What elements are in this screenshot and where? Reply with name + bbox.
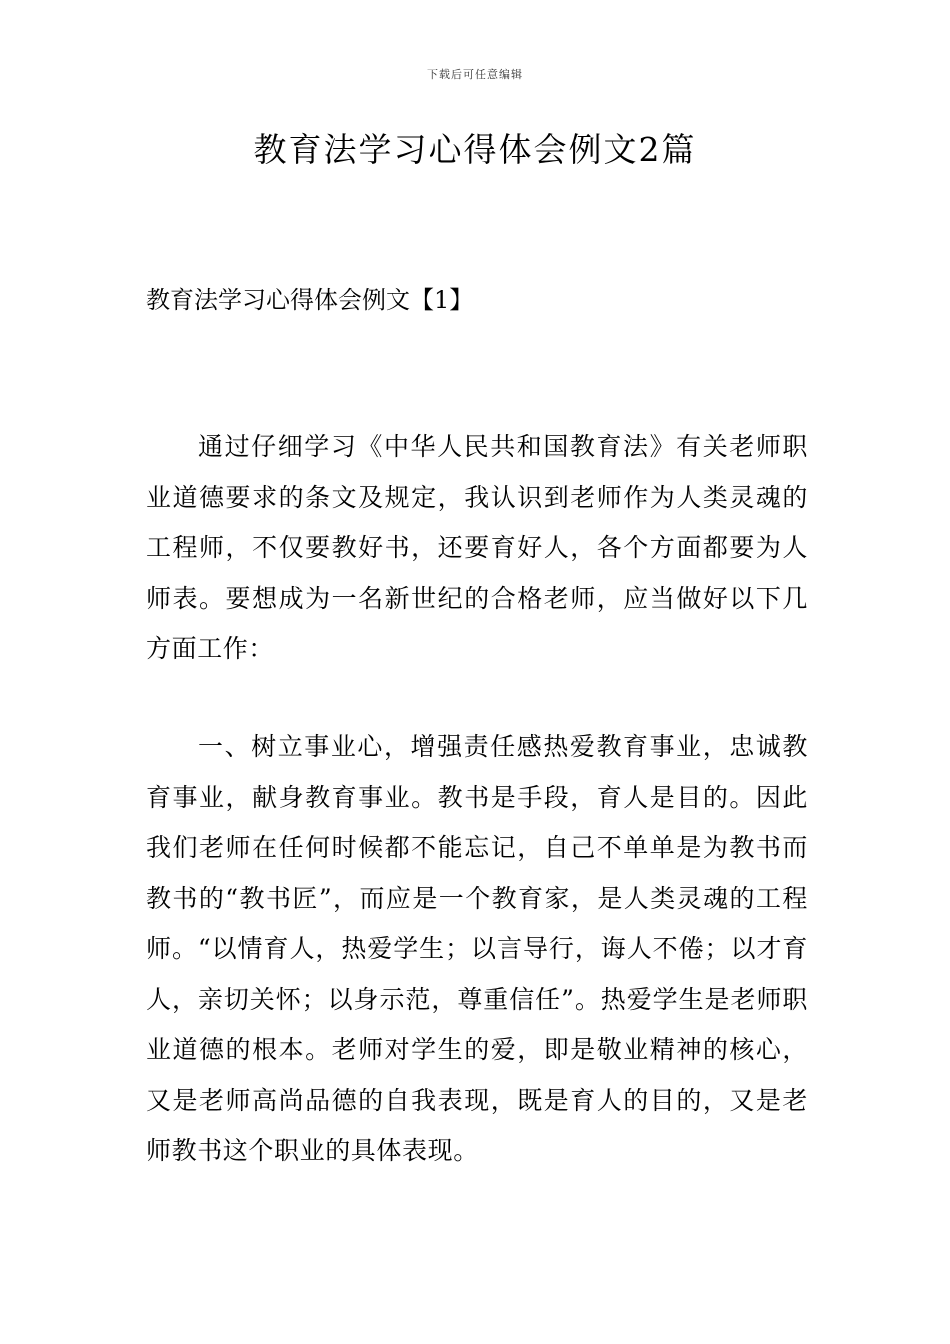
body-paragraph: 通过仔细学习《中华人民共和国教育法》有关老师职业道德要求的条文及规定，我认识到老师作为人类灵魂的工程师，不仅要教好书，还要育好人，各个方面都要为人师表。要想成为一名新世纪的合格老师，应当做好以下几方面工作： (146, 432, 808, 663)
header-note: 下载后可任意编辑 (427, 68, 523, 81)
section-heading: 教育法学习心得体会例文【1】 (146, 286, 474, 314)
body-paragraph: 一、树立事业心，增强责任感热爱教育事业，忠诚教育事业，献身教育事业。教书是手段，育人是目的。因此我们老师在任何时候都不能忘记，自己不单单是为教书而教书的“教书匠”，而应是一个教育家，是人类灵魂的工程师。“以情育人，热爱学生；以言导行，诲人不倦；以才育人，亲切关怀；以身示范，尊重信任”。热爱学生是老师职业道德的根本。老师对学生的爱，即是敬业精神的核心，又是老师高尚品德的自我表现，既是育人的目的，又是老师教书这个职业的具体表现。 (146, 732, 808, 1165)
document-title: 教育法学习心得体会例文2篇 (253, 130, 697, 169)
